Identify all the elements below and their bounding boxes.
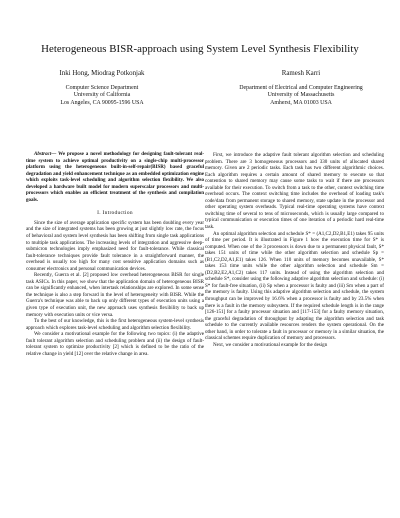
body-paragraph: Recently, Guerra et al. [2] proposed low overhead heterogeneous BISR for single task ASICs. In this paper, we show that the application domain of heterogeneous BISR can be significantly enhanced, when intertask relationships are explored. In some sense the technique is also a step forward in the level of heterogeneity with BISR. While the Guerra's technique was able to back up only different types of execution units using a given type of execution unit, the new approach uses synthesis flexibility to back up memory with execution units or vice versa. bbox=[26, 272, 204, 318]
aff-right-line: Amherst, MA 01003 USA bbox=[270, 99, 332, 106]
paper-title: Heterogeneous BISR-approach using System Level Synthesis Flexibility bbox=[41, 43, 359, 55]
affiliation-left bbox=[7, 70, 197, 107]
body-paragraph: An optimal algorithm selection and schedule S* = (A1,C2,D2,B1,E1) takes 95 units of time per period. It is illustrated in Figure 1 how the execution time for S* is computed. When one of the 3 processors is down due to a permanent physical fault, S* takes 151 units of time while the other algorithm selection and schedule Sp = (B1,C2,D2,A1,E1) takes 126. When 110 units of memory becomes unavailable, S* takes 153 time units while the other algorithm selection and schedule Sm = (D2,B2,E2,A1,C2) takes 117 units. Instead of using the algorithm selection and schedule S*, consider using the following adaptive algorithm selection and schedule: (i) S* for fault-free situation, (ii) Sp when a processor is faulty and (iii) Sm when a part of the memory is faulty. Using this adaptive algorithm selection and schedule, the system throughput can be improved by 16.6% when a processor is faulty and by 23.5% when there is a fault in the memory subsystem. If the required schedule length is in the range [126-151] for a faulty processor situation and [117-153] for a faulty memory situation, the graceful degradation of throughput by adapting the algorithm selection and task schedule to the currently available resources renders the system operational. On the other hand, in order to tolerate a fault in processor or memory in a similar situation, the classical schemes require duplication of memory and processors. bbox=[205, 230, 384, 342]
authors-left: Inki Hong, Miodrag Potkonjak bbox=[59, 70, 145, 77]
author-block bbox=[0, 70, 400, 130]
aff-left-line: Computer Science Department bbox=[65, 85, 139, 91]
left-column bbox=[26, 152, 204, 357]
right-column bbox=[205, 152, 384, 348]
aff-left-line: University of California bbox=[73, 92, 131, 99]
section-heading-introduction: I. Introduction bbox=[97, 210, 133, 217]
body-paragraph: Next, we consider a motivational example for the design bbox=[213, 341, 328, 348]
authors-right: Ramesh Karri bbox=[281, 70, 321, 77]
body-paragraph: To the best of our knowledge, this is the first heterogeneous system-level synthesis approach which explores task-level scheduling and algorithm selection flexibility. bbox=[26, 318, 204, 331]
abstract-label: Abstract— bbox=[34, 152, 57, 157]
abstract-text: We propose a novel methodology for designing fault-tolerant real-time system to achieve optimal productivity on a single-chip multi-processor platform using the heterogeneous built-in-self-repair(BISR) based graceful degradation and yield enhancement technique as an embedded optimization engine which exploits task-level scheduling and algorithm selection flexibility. We also developed a hardware built model for modern superscalar processors and multi-processors which enables an efficient treatment of the synthesis and compilation goals. bbox=[26, 152, 204, 203]
body-paragraph: We consider a motivational example for the following two topics: (i) the adaptive fault tolerant algorithm selection and scheduling problem and (ii) the design of fault-tolerant system to optimize productivity [2] which is defined to be the ratio of the relative change in yield [12] over the relative change in area. bbox=[26, 331, 204, 357]
body-paragraph: First, we introduce the adaptive fault tolerant algorithm selection and scheduling problem. There are 3 homogeneous processors and 330 units of allocated shared memory. Given are 2 periodic tasks. Each task has two different algorithmic choices. Each algorithm requires a certain amount of shared memory to execute so that contention to shared memory may cause some tasks to wait if there are processors available for their execution. To switch from a task to the other, context switching time overhead occurs. The context switching time includes the overhead of loading task's code/data from permanent storage to shared memory, state update in the processor and other operating system overheads. Typical real-time operating systems have context switching time of several to tens of microseconds, which is usually large compared to typical communication or execution times of one iteration of a periodic hard real-time task. bbox=[205, 152, 384, 231]
affiliation-right bbox=[206, 70, 396, 107]
abstract bbox=[26, 152, 204, 204]
aff-right-line: University of Massachusetts bbox=[267, 92, 335, 99]
aff-right-line: Department of Electrical and Computer Engineering bbox=[239, 85, 363, 91]
body-paragraph: Since the size of average application specific system has been doubling every year and the size of integrated systems has been growing at just slightly low rate, the focus of behavioral and system level synthesis has been shifting from single task applications to multiple task applications. The increasing levels of integration and aggressive deep-submicron technologies imply emphasized need for fault-tolerance. While classical fault-tolerance techniques provide fault tolerance in a straightforward manner, the overhead is usually too high for many cost sensitive application domains such as consumer electronics and personal communication devices. bbox=[26, 219, 204, 272]
aff-left-line: Los Angeles, CA 90095-1596 USA bbox=[60, 99, 144, 106]
